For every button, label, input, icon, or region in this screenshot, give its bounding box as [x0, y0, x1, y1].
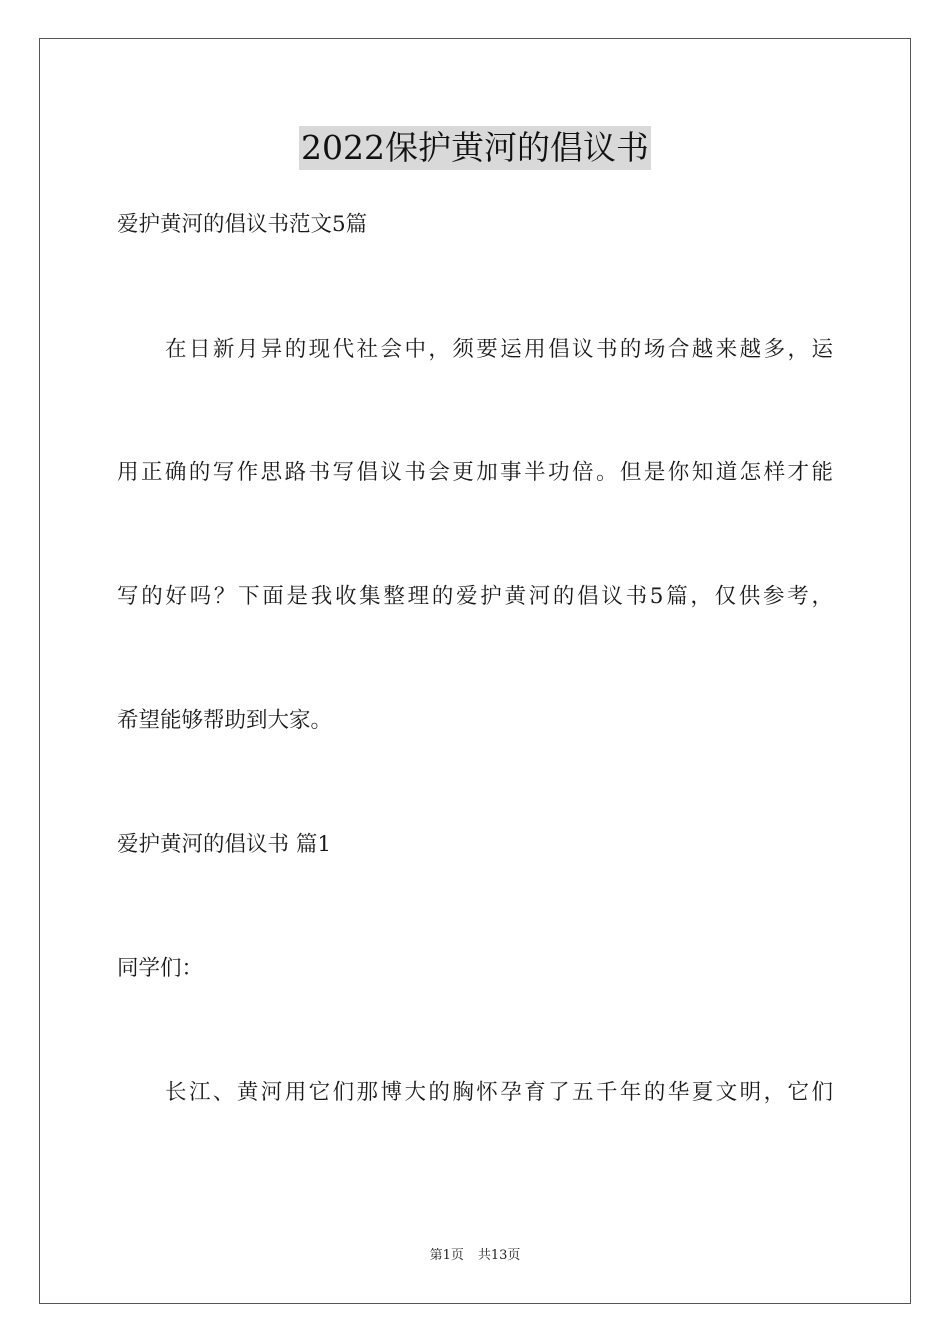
- document-title: 2022保护黄河的倡议书: [299, 126, 651, 170]
- salutation: 同学们：: [117, 956, 204, 981]
- paragraph-line: 用正确的写作思路书写倡议书会更加事半功倍。但是你知道怎样才能: [117, 460, 833, 485]
- title-container: [0, 126, 950, 170]
- section-heading: 爱护黄河的倡议书 篇1: [117, 832, 332, 857]
- page-number: 第1页: [429, 1248, 464, 1263]
- paragraph-line: 长江、黄河用它们那博大的胸怀孕育了五千年的华夏文明，它们: [165, 1080, 833, 1105]
- page-total: 共13页: [477, 1248, 521, 1263]
- paragraph-line: 希望能够帮助到大家。: [117, 708, 333, 733]
- document-subtitle: 爱护黄河的倡议书范文5篇: [117, 212, 368, 237]
- paragraph-line: 写的好吗？下面是我收集整理的爱护黄河的倡议书5篇，仅供参考，: [117, 584, 833, 609]
- paragraph-line: 在日新月异的现代社会中，须要运用倡议书的场合越来越多，运: [165, 337, 833, 362]
- page-footer: [0, 1247, 950, 1265]
